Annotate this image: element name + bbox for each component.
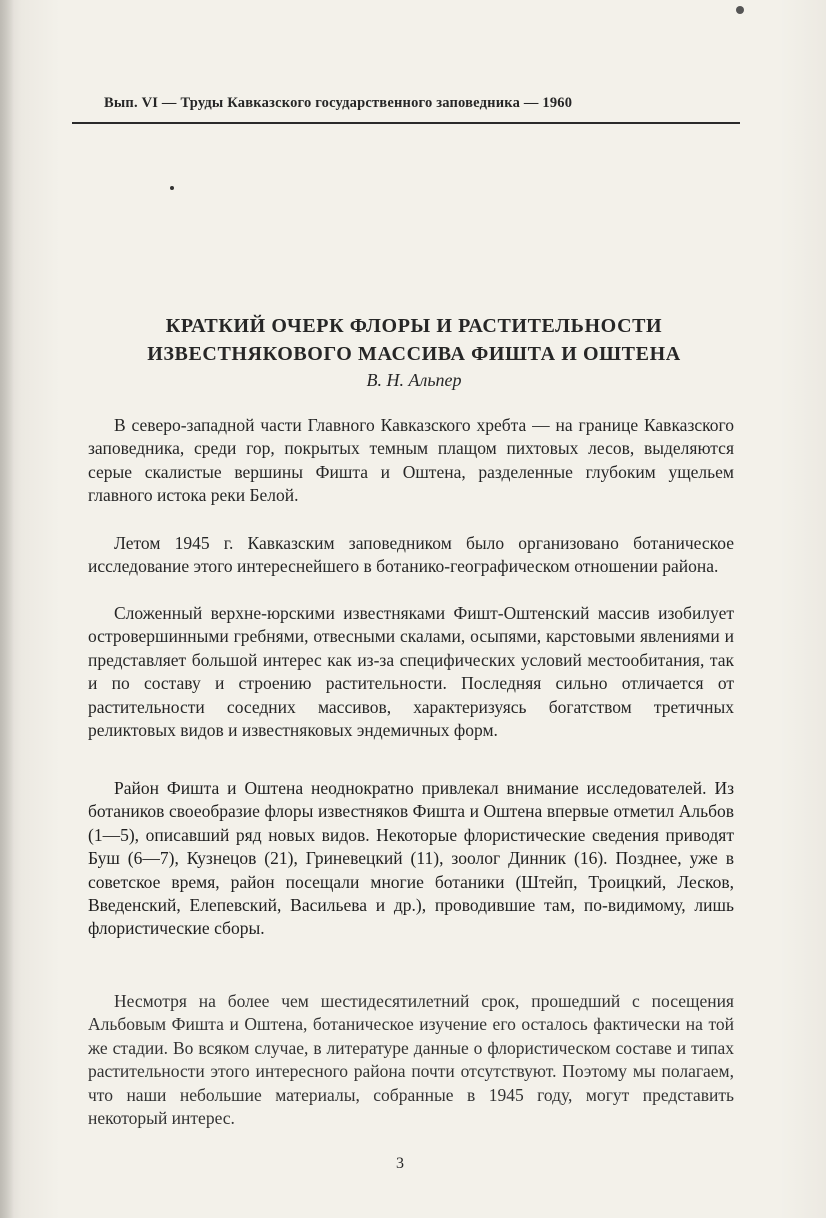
title-line-1: КРАТКИЙ ОЧЕРК ФЛОРЫ И РАСТИТЕЛЬНОСТИ: [165, 315, 663, 337]
print-speck: [170, 186, 174, 190]
page-number: 3: [396, 1155, 404, 1172]
paragraph: Летом 1945 г. Кавказским заповедником было организовано ботаническое исследование этого интереснейшего в ботанико-географическом отношении района.: [88, 533, 734, 577]
paragraph: В северо-западной части Главного Кавказского хребта — на границе Кавказского заповедника, среди гор, покрытых темным плащом пихтовых лесов, выделяются серые скалистые вершины Фишта и Оштена, разделенные глубоким ущельем главного истока реки Белой.: [88, 415, 734, 506]
title-line-2: ИЗВЕСТНЯКОВОГО МАССИВА ФИШТА И ОШТЕНА: [147, 343, 681, 365]
paragraph: Несмотря на более чем шестидесятилетний срок, прошедший с посещения Альбовым Фишта и Оштена, ботаническое изучение его осталось фактически на той же стадии. Во всяком случае, в литературе данные о флористическом составе и типах растительности этого интересного района почти отсутствуют. Поэтому мы полагаем, что наши небольшие материалы, собранные в 1945 году, могут представить некоторый интерес.: [88, 991, 734, 1129]
paragraph: Сложенный верхне-юрскими известняками Фишт-Оштенский массив изобилует островершинными гребнями, отвесными скалами, осыпями, карстовыми явлениями и представляет большой интерес как из-за специфических условий местообитания, так и по составу и строению растительности. Последняя сильно отличается от растительности соседних массивов, характеризуясь богатством третичных реликтовых видов и известняковых эндемичных форм.: [88, 603, 734, 741]
article-title: [60, 312, 768, 368]
running-head: Вып. VI — Труды Кавказского государственного заповедника — 1960: [104, 95, 573, 111]
header-rule: [72, 122, 740, 124]
corner-mark: [736, 6, 744, 14]
page-edge-shadow: [0, 0, 14, 1218]
paragraph: Район Фишта и Оштена неоднократно привлекал внимание исследователей. Из ботаников своеобразие флоры известняков Фишта и Оштена впервые отметил Альбов (1—5), описавший ряд новых видов. Некоторые флористические сведения приводят Буш (6—7), Кузнецов (21), Гриневецкий (11), зоолог Динник (16). Позднее, уже в советское время, район посещали многие ботаники (Штейп, Троицкий, Лесков, Введенский, Елепевский, Васильева и др.), проводившие там, по-видимому, лишь флористические сборы.: [88, 778, 734, 939]
author-name: В. Н. Альпер: [366, 370, 462, 390]
